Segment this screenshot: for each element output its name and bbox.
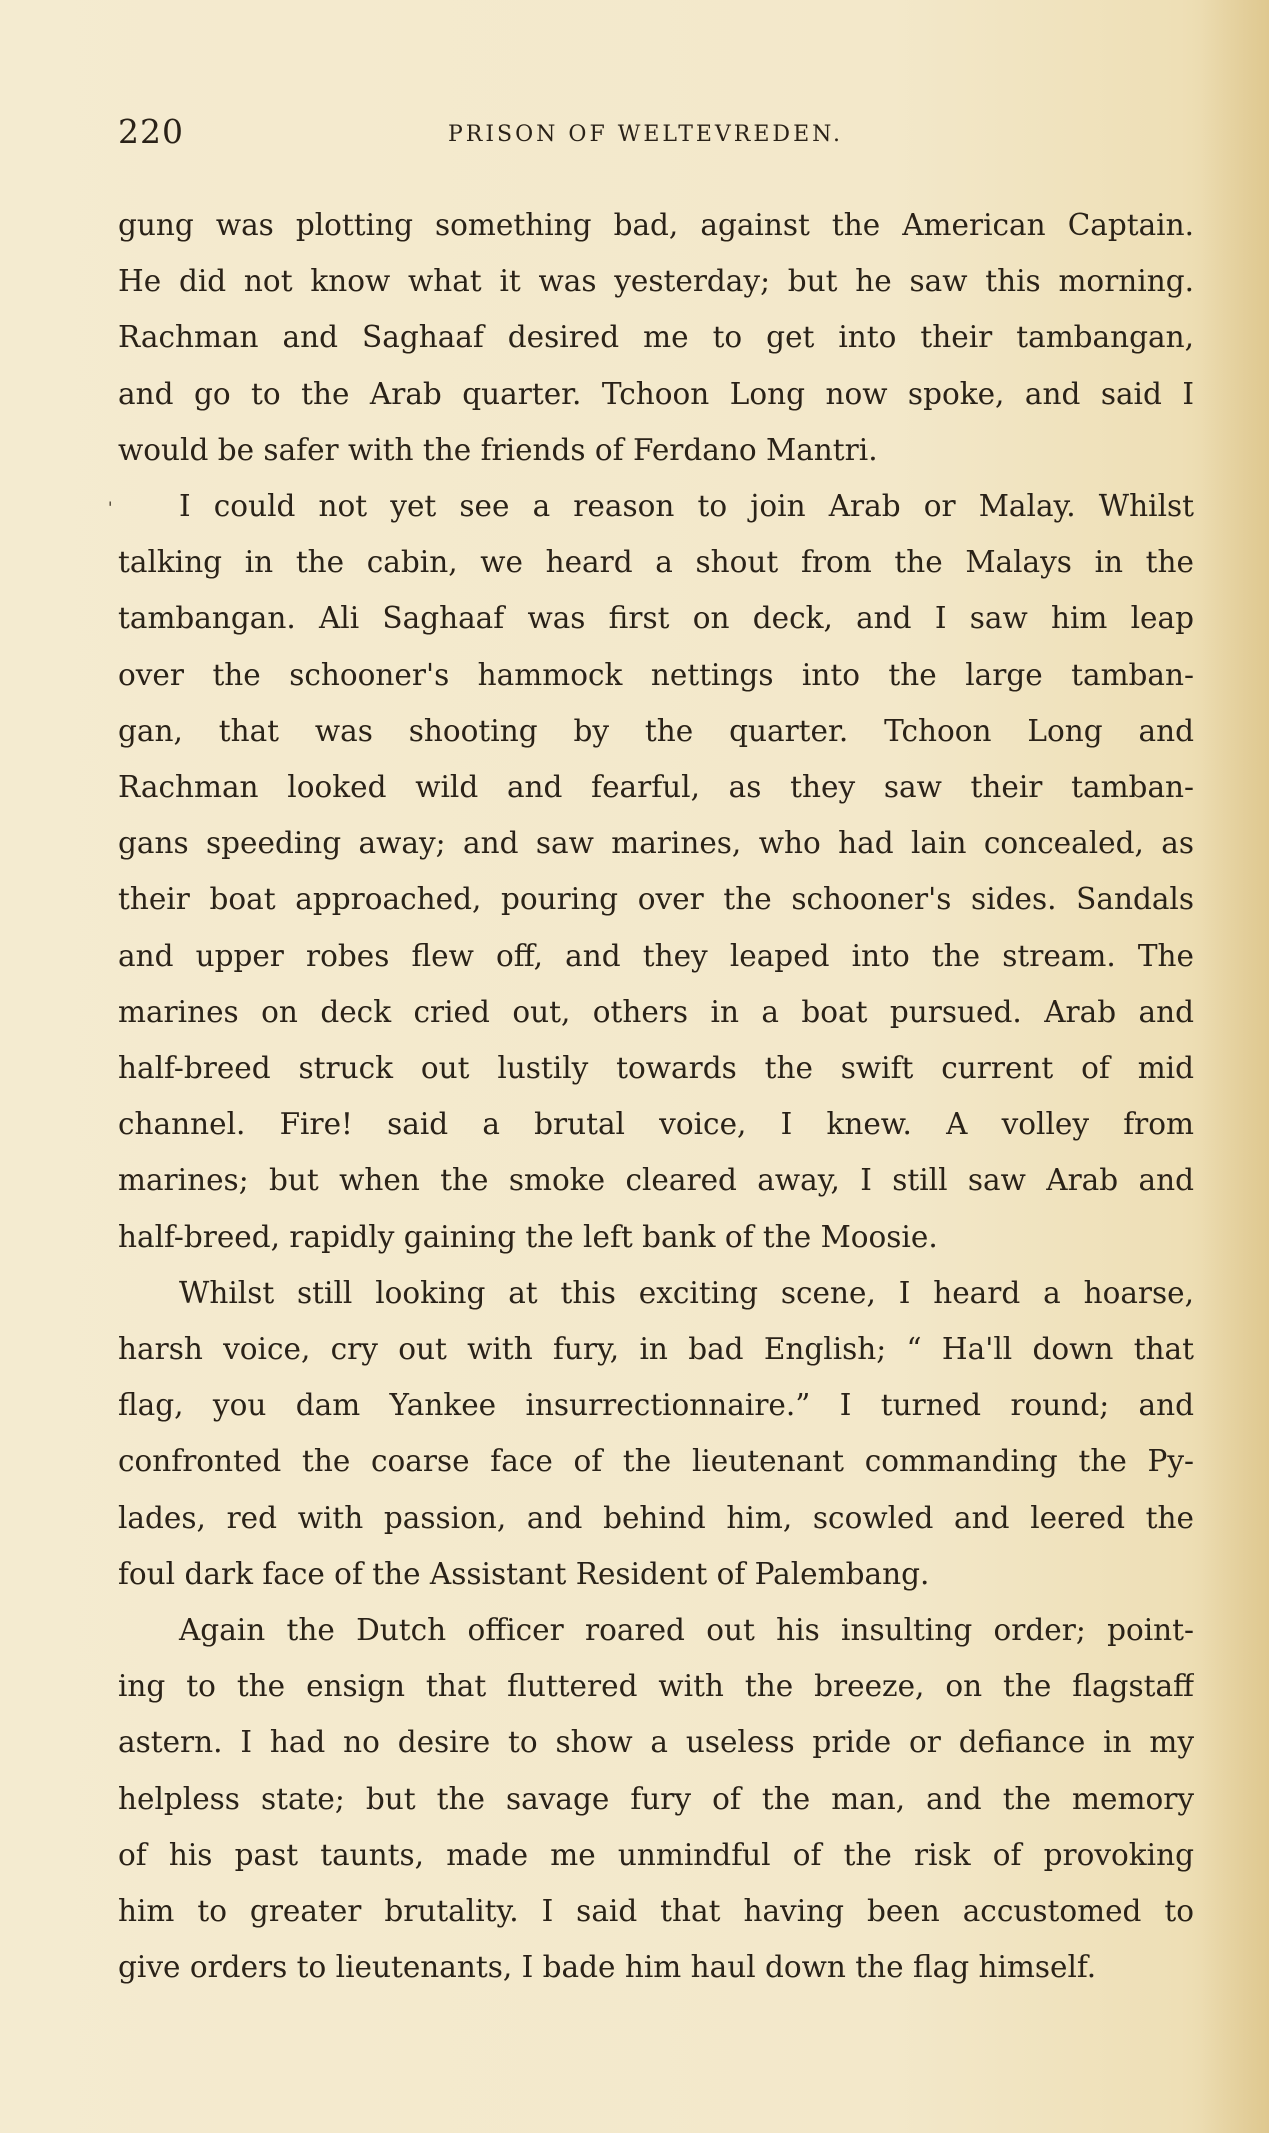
text-line: Whilst still looking at this exciting scene, I heard a hoarse, [179, 1275, 1194, 1310]
text-line: marines on deck cried out, others in a boat pursued. Arab and [118, 994, 1194, 1029]
text-line: give orders to lieutenants, I bade him haul down the flag himself. [118, 1950, 1097, 1985]
text-line: harsh voice, cry out with fury, in bad English; “ Ha'll down that [118, 1332, 1194, 1367]
text-line: talking in the cabin, we heard a shout from the Malays in the [118, 545, 1194, 580]
text-line: He did not know what it was yesterday; but he saw this morning. [118, 264, 1194, 299]
text-line: and go to the Arab quarter. Tchoon Long now spoke, and said I [118, 376, 1194, 411]
text-line: Again the Dutch officer roared out his insulting order; point- [179, 1613, 1194, 1648]
text-line: Rachman and Saghaaf desired me to get into their tambangan, [118, 320, 1194, 355]
text-line: confronted the coarse face of the lieutenant commanding the Py- [118, 1444, 1194, 1479]
running-title: PRISON OF WELTEVREDEN. [448, 122, 843, 147]
text-line: astern. I had no desire to show a useless pride or defiance in my [118, 1725, 1194, 1760]
text-line: their boat approached, pouring over the schooner's sides. Sandals [118, 882, 1194, 917]
ink-speck: ' [108, 498, 113, 517]
text-line: Rachman looked wild and fearful, as they saw their tamban- [118, 770, 1194, 805]
page-header [118, 112, 1194, 162]
text-line: marines; but when the smoke cleared away, I still saw Arab and [118, 1163, 1194, 1198]
paragraph [118, 1265, 1194, 1602]
paragraph [118, 1602, 1194, 1995]
text-line: half-breed, rapidly gaining the left bank of the Moosie. [118, 1219, 938, 1254]
paragraph [118, 197, 1194, 478]
text-line: ing to the ensign that fluttered with the breeze, on the flagstaff [118, 1669, 1194, 1704]
text-line: would be safer with the friends of Ferdano Mantri. [118, 432, 878, 467]
text-line: of his past taunts, made me unmindful of the risk of provoking [118, 1837, 1194, 1872]
text-line: and upper robes flew off, and they leaped into the stream. The [118, 938, 1194, 973]
page-edge-shading [1199, 0, 1269, 2133]
text-line: half-breed struck out lustily towards the swift current of mid [118, 1051, 1194, 1086]
text-line: lades, red with passion, and behind him, scowled and leered the [118, 1500, 1194, 1535]
text-line: gans speeding away; and saw marines, who had lain concealed, as [118, 826, 1194, 861]
text-line: channel. Fire! said a brutal voice, I knew. A volley from [118, 1107, 1194, 1142]
text-line: over the schooner's hammock nettings into the large tamban- [118, 657, 1194, 692]
text-line: gung was plotting something bad, against the American Captain. [118, 208, 1194, 242]
page-number: 220 [118, 112, 184, 151]
text-line: gan, that was shooting by the quarter. Tchoon Long and [118, 713, 1194, 748]
body-text [118, 197, 1194, 1996]
text-line: helpless state; but the savage fury of the man, and the memory [118, 1781, 1194, 1816]
text-line: tambangan. Ali Saghaaf was first on deck, and I saw him leap [118, 601, 1194, 636]
text-line: flag, you dam Yankee insurrectionnaire.” I turned round; and [118, 1388, 1194, 1423]
text-line: foul dark face of the Assistant Resident of Palembang. [118, 1556, 930, 1591]
text-line: I could not yet see a reason to join Arab or Malay. Whilst [179, 489, 1194, 524]
text-line: him to greater brutality. I said that having been accustomed to [118, 1894, 1194, 1929]
paragraph [118, 478, 1194, 1265]
